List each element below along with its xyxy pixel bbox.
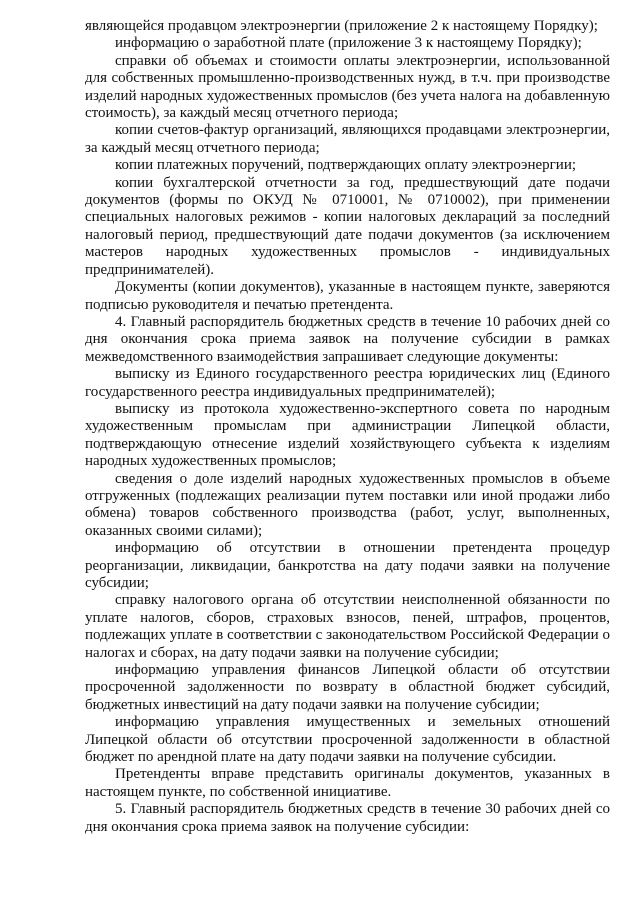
- paragraph-13: справку налогового органа об отсутствии неисполненной обязанности по уплате налогов, сборов, страховых взносов, пеней, штрафов, процентов, подлежащих уплате в соответствии с законодательством Российской Федерации о налогах и сборах, на дату подачи заявки на получение субсидии;: [85, 592, 610, 661]
- paragraph-2: информацию о заработной плате (приложение 3 к настоящему Порядку);: [115, 35, 582, 52]
- paragraph-16: Претенденты вправе представить оригиналы документов, указанных в настоящем пункте, по собственной инициативе.: [85, 766, 610, 800]
- paragraph-3: справки об объемах и стоимости оплаты электроэнергии, использованной для собственных промышленно-производственных нужд, в т.ч. при производстве изделий народных художественных промыслов (без учета налога на добавленную стоимость), за каждый месяц отчетного периода;: [85, 52, 610, 122]
- paragraph-4: копии счетов-фактур организаций, являющихся продавцами электроэнергии, за каждый месяц отчетного периода;: [85, 122, 610, 156]
- paragraph-12: информацию об отсутствии в отношении претендента процедур реорганизации, ликвидации, банкротства на дату подачи заявки на получение субсидии;: [85, 540, 610, 591]
- paragraph-5: копии платежных поручений, подтверждающих оплату электроэнергии;: [115, 157, 577, 174]
- paragraph-17: 5. Главный распорядитель бюджетных средств в течение 30 рабочих дней со дня окончания срока приема заявок на получение субсидии:: [85, 801, 610, 835]
- paragraph-11: сведения о доле изделий народных художественных промыслов в объеме отгруженных (подлежащих реализации путем поставки или иной продажи либо обмена) товаров собственного производства (работ, услуг, выполненных, оказанных своими силами);: [85, 470, 610, 539]
- paragraph-8: 4. Главный распорядитель бюджетных средств в течение 10 рабочих дней со дня окончания срока приема заявок на получение субсидии в рамках межведомственного взаимодействия запрашивает следующие документы:: [85, 313, 610, 365]
- paragraph-9: выписку из Единого государственного реестра юридических лиц (Единого государственного реестра индивидуальных предпринимателей);: [85, 366, 610, 400]
- paragraph-10: выписку из протокола художественно-экспертного совета по народным художественным промыслам при администрации Липецкой области, подтверждающую отнесение изделий хозяйствующего субъекта к изделиям народных художественных промыслов;: [85, 400, 610, 470]
- paragraph-7: Документы (копии документов), указанные в настоящем пункте, заверяются подписью руководителя и печатью претендента.: [85, 279, 610, 313]
- paragraph-1: являющейся продавцом электроэнергии (приложение 2 к настоящему Порядку);: [85, 18, 598, 34]
- paragraph-15: информацию управления имущественных и земельных отношений Липецкой области об отсутствии просроченной задолженности в областной бюджет по арендной плате на дату подачи заявки на получение субсидии.: [85, 714, 610, 766]
- paragraph-6: копии бухгалтерской отчетности за год, предшествующий дате подачи документов (формы по ОКУД № 0710001, № 0710002), при применении специальных налоговых режимов - копии налоговых деклараций за последний налоговый период, предшествующий дате подачи документов (за исключением мастеров народных художественных промыслов - индивидуальных предпринимателей).: [85, 174, 610, 278]
- paragraph-14: информацию управления финансов Липецкой области об отсутствии просроченной задолженности по возврату в областной бюджет субсидий, бюджетных инвестиций на дату подачи заявки на получение субсидии;: [85, 662, 610, 713]
